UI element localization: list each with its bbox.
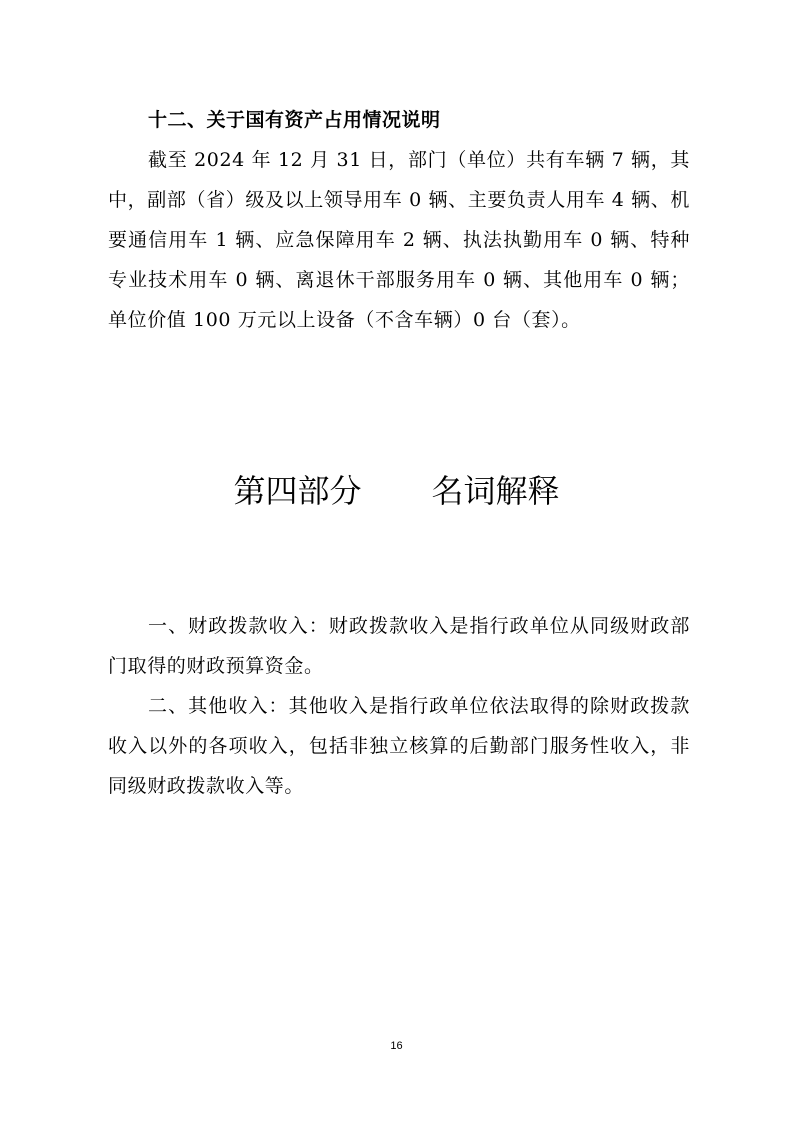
glossary-section [108, 606, 690, 806]
page-number: 16 [390, 1040, 403, 1052]
glossary-item: 一、财政拨款收入：财政拨款收入是指行政单位从同级财政部门取得的财政预算资金。 [108, 615, 690, 677]
part-number-title: 第四部分 [233, 472, 362, 510]
glossary-item: 二、其他收入：其他收入是指行政单位依法取得的除财政拨款收入以外的各项收入，包括非独立核算的后勤部门服务性收入，非同级财政拨款收入等。 [108, 695, 690, 797]
section-heading: 十二、关于国有资产占用情况说明 [148, 109, 441, 131]
part-title [0, 466, 793, 516]
asset-usage-section [108, 140, 690, 340]
asset-usage-paragraph: 截至 2024 年 12 月 31 日，部门（单位）共有车辆 7 辆，其中，副部（省）级及以上领导用车 0 辆、主要负责人用车 4 辆、机要通信用车 1 辆、应急保障用车 2 辆、执法执勤用车 0 辆、特种专业技术用车 0 辆、离退休干部服务用车 0 辆、其他用车 0 辆；单位价值 100 万元以上设备（不含车辆）0 台（套）。 [108, 149, 690, 331]
part-name-title: 名词解释 [431, 472, 560, 510]
